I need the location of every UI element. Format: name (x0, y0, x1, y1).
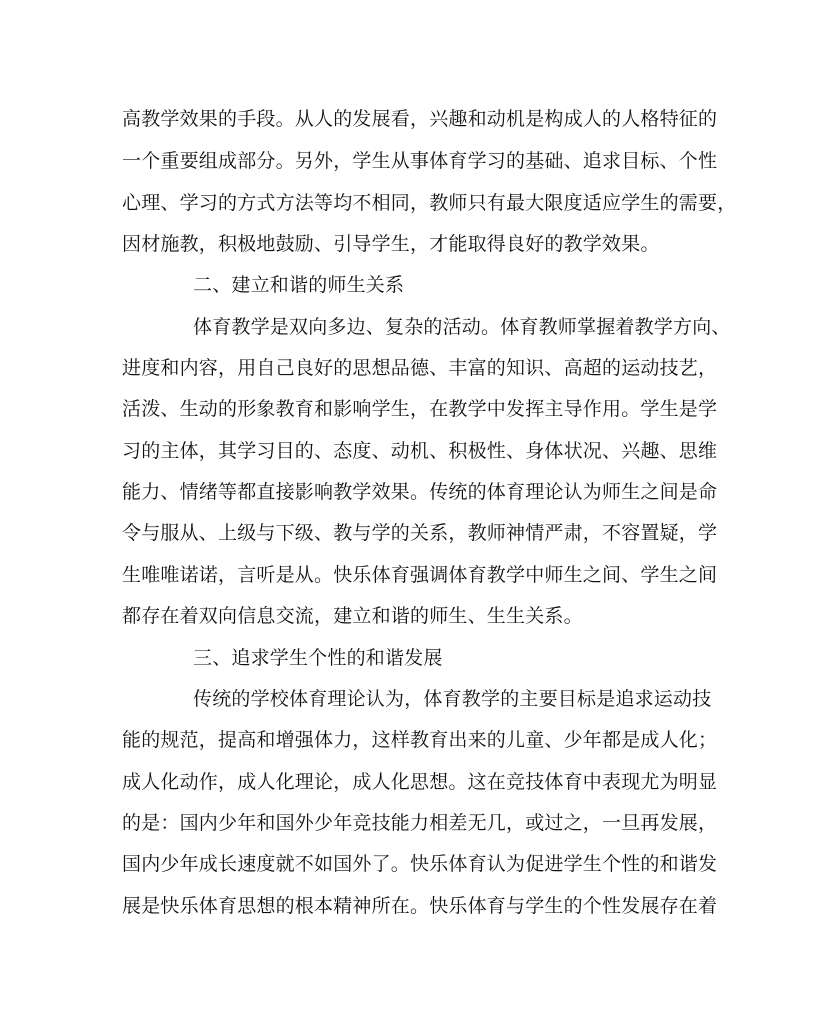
paragraph-line: 令与服从、上级与下级、教与学的关系，教师神情严肃，不容置疑，学 (122, 522, 718, 544)
paragraph-line: 的是：国内少年和国外少年竞技能力相差无几，或过之，一旦再发展， (122, 812, 718, 834)
paragraph-line: 进度和内容，用自己良好的思想品德、丰富的知识、高超的运动技艺， (122, 357, 718, 379)
paragraph-line: 能力、情绪等都直接影响教学效果。传统的体育理论认为师生之间是命 (122, 481, 718, 503)
paragraph-line: 习的主体，其学习目的、态度、动机、积极性、身体状况、兴趣、思维 (122, 440, 718, 462)
paragraph-line: 能的规范，提高和增强体力，这样教育出来的儿童、少年都是成人化； (122, 729, 718, 751)
paragraph-line: 国内少年成长速度就不如国外了。快乐体育认为促进学生个性的和谐发 (122, 853, 718, 875)
section-heading: 二、建立和谐的师生关系 (193, 274, 405, 296)
paragraph-line: 活泼、生动的形象教育和影响学生，在教学中发挥主导作用。学生是学 (122, 398, 718, 420)
paragraph-line: 心理、学习的方式方法等均不相同，教师只有最大限度适应学生的需要， (122, 192, 737, 214)
paragraph-line: 生唯唯诺诺，言听是从。快乐体育强调体育教学中师生之间、学生之间 (122, 564, 718, 586)
paragraph-line: 都存在着双向信息交流，建立和谐的师生、生生关系。 (122, 605, 583, 627)
paragraph-line: 成人化动作，成人化理论，成人化思想。这在竞技体育中表现尤为明显 (122, 771, 718, 793)
paragraph-line: 一个重要组成部分。另外，学生从事体育学习的基础、追求目标、个性 (122, 150, 718, 172)
paragraph-line: 高教学效果的手段。从人的发展看，兴趣和动机是构成人的人格特征的 (122, 108, 718, 130)
paragraph-line: 传统的学校体育理论认为，体育教学的主要目标是追求运动技 (193, 688, 712, 710)
paragraph-line: 体育教学是双向多边、复杂的活动。体育教师掌握着教学方向、 (193, 316, 731, 338)
paragraph-line: 因材施教，积极地鼓励、引导学生，才能取得良好的教学效果。 (122, 233, 660, 255)
section-heading: 三、追求学生个性的和谐发展 (193, 647, 443, 669)
paragraph-line: 展是快乐体育思想的根本精神所在。快乐体育与学生的个性发展存在着 (122, 895, 718, 917)
